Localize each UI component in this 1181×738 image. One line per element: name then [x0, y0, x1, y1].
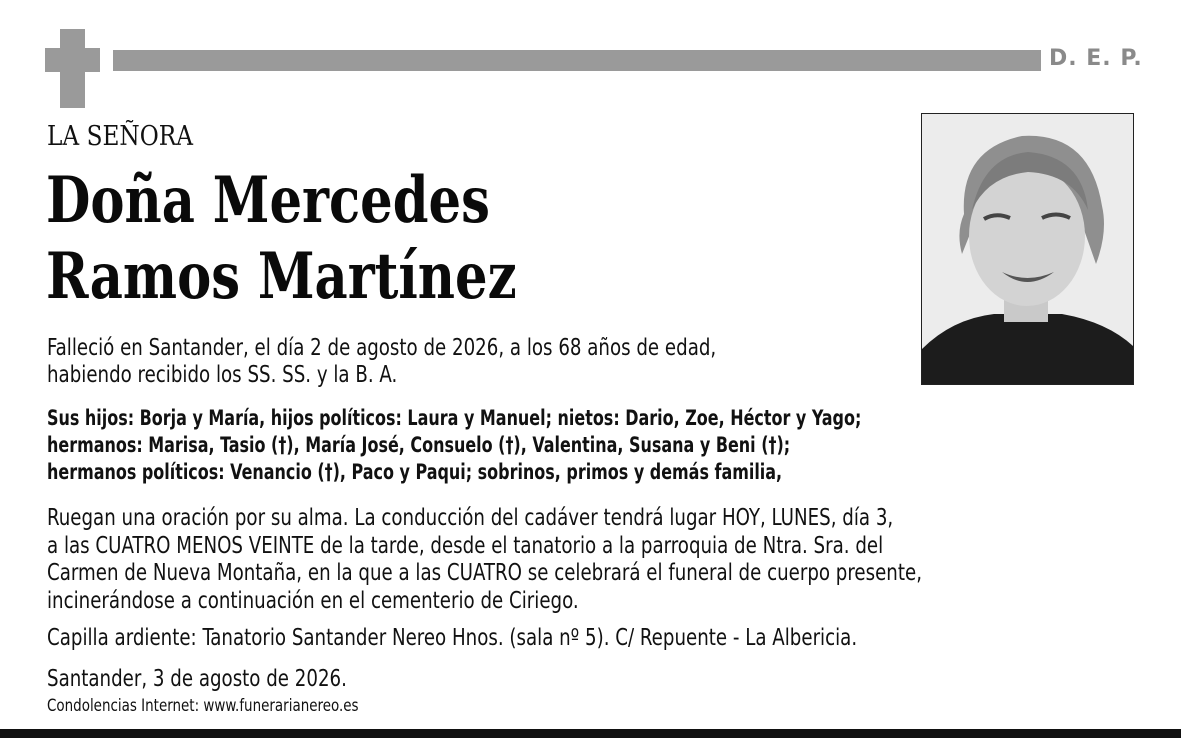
text-line: Ruegan una oración por su alma. La conducción del cadáver tendrá lugar HOY, LUNES, día 3, [47, 505, 894, 531]
portrait-icon [922, 114, 1133, 384]
text-line: a las CUATRO MENOS VEINTE de la tarde, desde el tanatorio a la parroquia de Ntra. Sra. del [47, 532, 884, 559]
bottom-rule [0, 729, 1181, 738]
text-line: hermanos políticos: Venancio (†), Paco y Paqui; sobrinos, primos y demás familia, [47, 460, 783, 484]
place-date: Santander, 3 de agosto de 2026. [47, 666, 347, 692]
ceremony-details [47, 505, 922, 615]
dep-label: D. E. P. [1049, 46, 1143, 71]
name-line: Doña Mercedes [46, 163, 490, 238]
text-line: hermanos: Marisa, Tasio (†), María José, Consuelo (†), Valentina, Susana y Beni (†); [47, 433, 791, 457]
text-line: habiendo recibido los SS. SS. y la B. A. [47, 362, 398, 388]
text-line: Carmen de Nueva Montaña, en la que a las CUATRO se celebrará el funeral de cuerpo presente, [47, 560, 922, 586]
text-line: incinerándose a continuación en el cementerio de Ciriego. [47, 587, 579, 614]
name-line: Ramos Martínez [46, 239, 517, 314]
deceased-name [46, 163, 517, 315]
death-notice [47, 335, 716, 389]
text-line: Falleció en Santander, el día 2 de agosto de 2026, a los 68 años de edad, [47, 335, 717, 361]
title-prefix: LA SEÑORA [47, 121, 194, 152]
chapel-info: Capilla ardiente: Tanatorio Santander Nereo Hnos. (sala nº 5). C/ Repuente - La Albericia. [47, 625, 858, 651]
cross-icon-horizontal [45, 48, 100, 72]
portrait-photo [921, 113, 1134, 385]
text-line: Sus hijos: Borja y María, hijos políticos: Laura y Manuel; nietos: Dario, Zoe, Héctor y Yago; [47, 406, 862, 430]
family-list [47, 405, 861, 486]
condolences-link[interactable]: Condolencias Internet: www.funerarianereo.es [47, 696, 359, 716]
header-rule [113, 50, 1041, 71]
